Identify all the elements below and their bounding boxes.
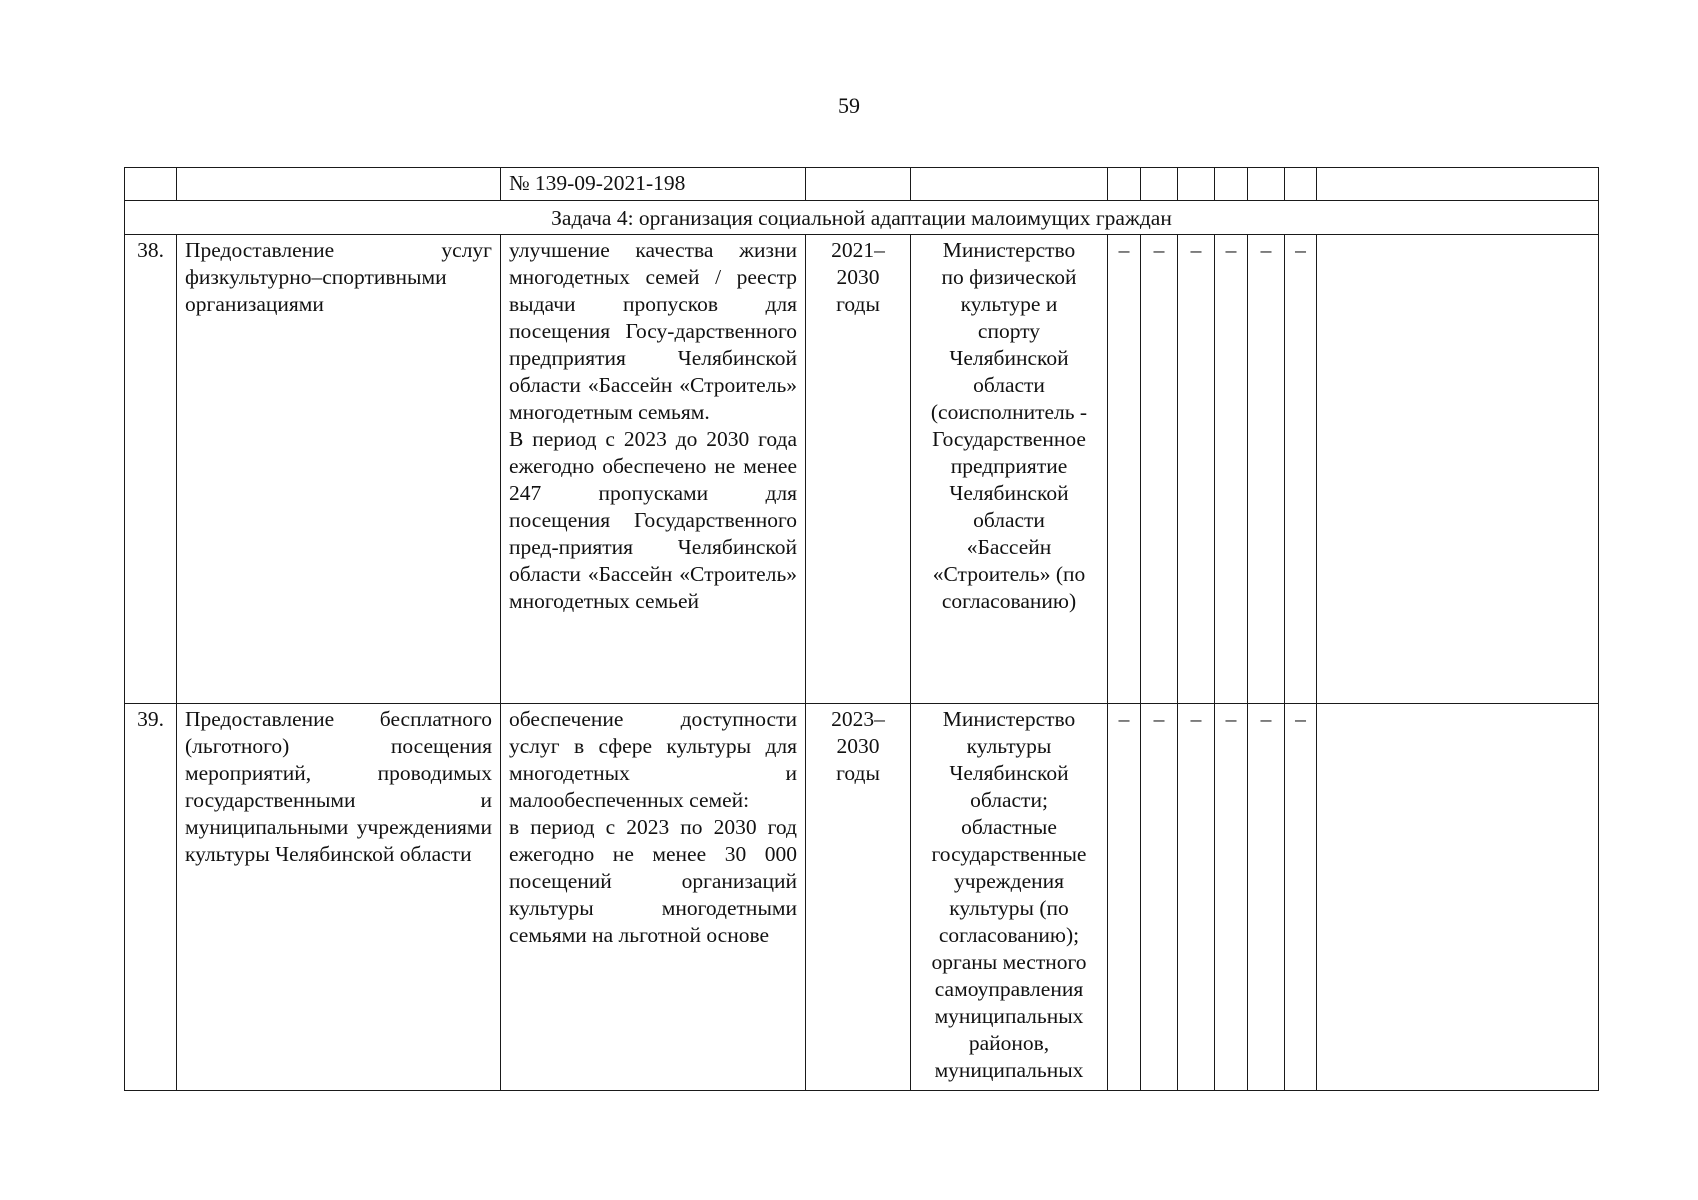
measure-name: Предоставление бесплатного (льготного) посещения мероприятий, проводимых государственными и муниципальными учреждениями культуры Челябинской области [177, 704, 501, 1091]
implementation-period: 2021– 2030 годы [806, 235, 911, 704]
program-table [124, 167, 1599, 1091]
expected-result: улучшение качества жизни многодетных семей / реестр выдачи пропусков для посещения Госу-дарственного предприятия Челябинской области «Бассейн «Строитель» многодетным семьям. В период с 2023 до 2030 года ежегодно обеспечено не менее 247 пропусками для посещения Государственного пред-приятия Челябинской области «Бассейн «Строитель» многодетных семьей [501, 235, 806, 704]
cell-empty [1215, 168, 1248, 201]
row-number: 38. [125, 235, 177, 704]
cell-empty [806, 168, 911, 201]
row-number: 39. [125, 704, 177, 1091]
responsible-executor: Министерство по физической культуре и спорту Челябинской области (соисполнитель - Государственное предприятие Челябинской области «Бассейн «Строитель» (по согласованию) [911, 235, 1108, 704]
implementation-period: 2023– 2030 годы [806, 704, 911, 1091]
task-heading: Задача 4: организация социальной адаптации малоимущих граждан [125, 201, 1599, 235]
funding-cell: – [1178, 235, 1215, 704]
funding-cell: – [1248, 704, 1285, 1091]
page-number: 59 [838, 93, 860, 118]
cell-empty [1178, 168, 1215, 201]
responsible-executor: Министерство культуры Челябинской области; областные государственные учреждения культуры (по согласованию); органы местного самоуправления муниципальных районов, муниципальных [911, 704, 1108, 1091]
cell-empty [125, 168, 177, 201]
measure-name: Предоставление услуг физкультурно–спортивными организациями [177, 235, 501, 704]
expected-result: обеспечение доступности услуг в сфере культуры для многодетных и малообеспеченных семей: в период с 2023 по 2030 год ежегодно не менее 30 000 посещений организаций культуры многодетными семьями на льготной основе [501, 704, 806, 1091]
funding-cell: – [1141, 235, 1178, 704]
task-row [125, 201, 1599, 235]
funding-cell: – [1248, 235, 1285, 704]
funding-cell: – [1215, 235, 1248, 704]
funding-cell: – [1108, 235, 1141, 704]
cell-empty [911, 168, 1108, 201]
funding-cell: – [1285, 235, 1317, 704]
document-number: № 139-09-2021-198 [501, 168, 806, 201]
cell-empty [1317, 168, 1599, 201]
funding-cell: – [1141, 704, 1178, 1091]
table-row [125, 704, 1599, 1091]
cell-empty [1285, 168, 1317, 201]
funding-cell: – [1285, 704, 1317, 1091]
cell-empty [177, 168, 501, 201]
table-row [125, 235, 1599, 704]
continuation-row [125, 168, 1599, 201]
funding-cell: – [1178, 704, 1215, 1091]
cell-empty [1108, 168, 1141, 201]
funding-cell: – [1108, 704, 1141, 1091]
cell-empty [1317, 235, 1599, 704]
funding-cell: – [1215, 704, 1248, 1091]
cell-empty [1141, 168, 1178, 201]
cell-empty [1248, 168, 1285, 201]
cell-empty [1317, 704, 1599, 1091]
